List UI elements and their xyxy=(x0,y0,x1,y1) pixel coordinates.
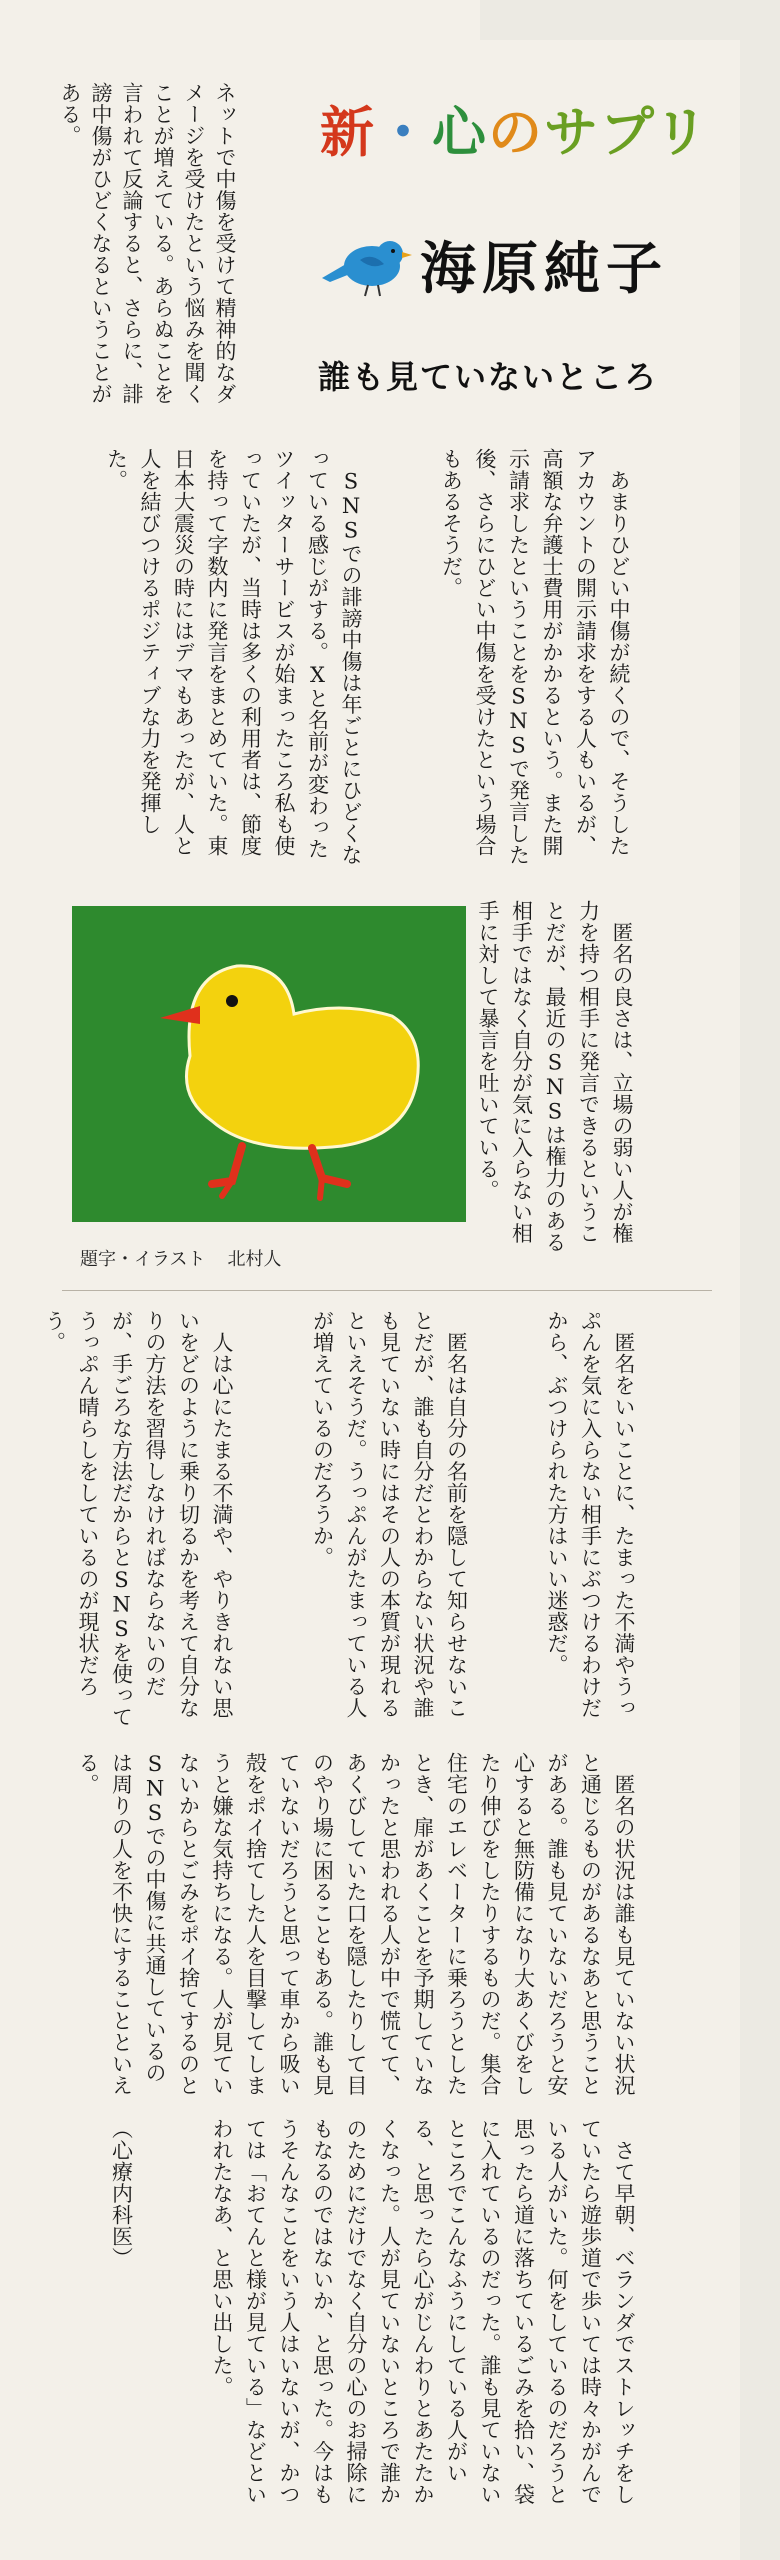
top-column xyxy=(62,448,702,868)
adjacent-article-edge xyxy=(740,0,780,2560)
article-headline: 誰も見ていないところ xyxy=(318,358,659,396)
lower-column xyxy=(42,1310,707,1730)
illustration-caption xyxy=(80,1245,303,1271)
lower-paragraph-1: 匿名をいいことに、たまった不満やうっぷんを気に入らない相手にぶつけるわけだから、ぶつけられた方はいい迷惑だ。 xyxy=(545,1310,636,1719)
top-paragraph-1: あまりひどい中傷が続くので、そうしたアカウントの開示請求をする人もいるが、高額な弁護士費用がかかるという。また開示請求したということをSNSで発言した後、さらにひどい中傷を受けたという場合もあるそうだ。 xyxy=(439,448,631,866)
series-title-part: 新 xyxy=(320,101,376,164)
bottom-paragraph-2: さて早朝、ベランダでストレッチをしていたら遊歩道で歩いては時々かがんでいる人がいた。何をしているのだろうと思ったら道に落ちているごみを拾い、袋に入れているのだった。誰も見ていないところでこんなふうにしている人がいる、と思ったら心がじんわりとあたたかくなった。人が見ていないところで誰かのためにだけでなく自分の心のお掃除にもなるのではないか、と思った。今はもうそんなことをいう人はいないが、かつては「おてんと様が見ている」などといわれたなあ、と思い出した。 xyxy=(210,2118,636,2505)
bird-icon xyxy=(320,230,412,300)
top-paragraph-2: SNSでの誹謗中傷は年ごとにひどくなっている感じがする。Xと名前が変わったツイッターサービスが始まったころ私も使っていたが、当時は多くの利用者は、節度を持って字数内に発言をまとめていた。東日本大震災の時にはデマもあったが、人と人を結びつけるポジティブな力を発揮した。 xyxy=(104,448,363,866)
bottom-paragraph-1: 匿名の状況は誰も見ていない状況と通じるものがあるなあと思うことがある。誰も見ていないだろうと安心すると無防備になり大あくびをしたり伸びをしたりするものだ。集合住宅のエレベーターに乗ろうとしたとき、扉があくことを予期していなかったと思われる人が中で慌てて、あくびしていた口を隠したりして目のやり場に困ることもある。誰も見ていないだろうと思って車から吸い殻をポイ捨てした人を目撃してしまうと嫌な気持ちになる。人が見ていないからとごみをポイ捨てするのとSNSでの中傷に共通しているのは周りの人を不快にすることといえる。 xyxy=(76,1752,636,2096)
series-title-part: ・ xyxy=(376,101,432,164)
series-title xyxy=(320,90,740,167)
lower-paragraph-2: 匿名は自分の名前を隠して知らせないことだが、誰も自分だとわからない状況や誰も見ていない時にはその人の本質が現れるといえそうだ。うっぷんがたまっている人が増えているのだろうか。 xyxy=(310,1310,469,1719)
author-name: 海原純子 xyxy=(420,237,668,302)
bottom-column-1 xyxy=(62,1752,707,2097)
lower-paragraph-3: 人は心にたまる不満や、やりきれない思いをどのように乗り切るかを考えて自分なりの方法を習得しなければならないのだが、手ごろな方法だからとSNSを使ってうっぷん晴らしをしているのが現状だろう。 xyxy=(42,1310,234,1728)
lead-text xyxy=(58,82,302,417)
series-title-part: の xyxy=(488,101,544,164)
column-divider xyxy=(62,1290,712,1291)
caption-label: 題字・イラスト xyxy=(80,1249,206,1270)
signature: （心療内科医） xyxy=(109,2118,134,2269)
mid-paragraph: 匿名の良さは、立場の弱い人が権力を持つ相手に発言できるということだが、最近のSNSは権力のある相手ではなく自分が気に入らない相手に対して暴言を吐いている。 xyxy=(476,900,634,1253)
chick-illustration xyxy=(72,906,466,1222)
mid-column xyxy=(476,900,705,1260)
bottom-column-2 xyxy=(62,2118,707,2518)
series-title-part: 心 xyxy=(432,101,488,164)
adjacent-article-top-edge xyxy=(480,0,780,40)
author-byline xyxy=(320,225,668,305)
caption-artist: 北村人 xyxy=(227,1249,282,1270)
lead-paragraph: ネットで中傷を受けて精神的なダメージを受けたという悩みを聞くことが増えている。あらぬことを言われて反論すると、さらに、誹謗中傷がひどくなるということがある。 xyxy=(58,82,237,405)
series-title-part: サプリ xyxy=(544,101,710,164)
